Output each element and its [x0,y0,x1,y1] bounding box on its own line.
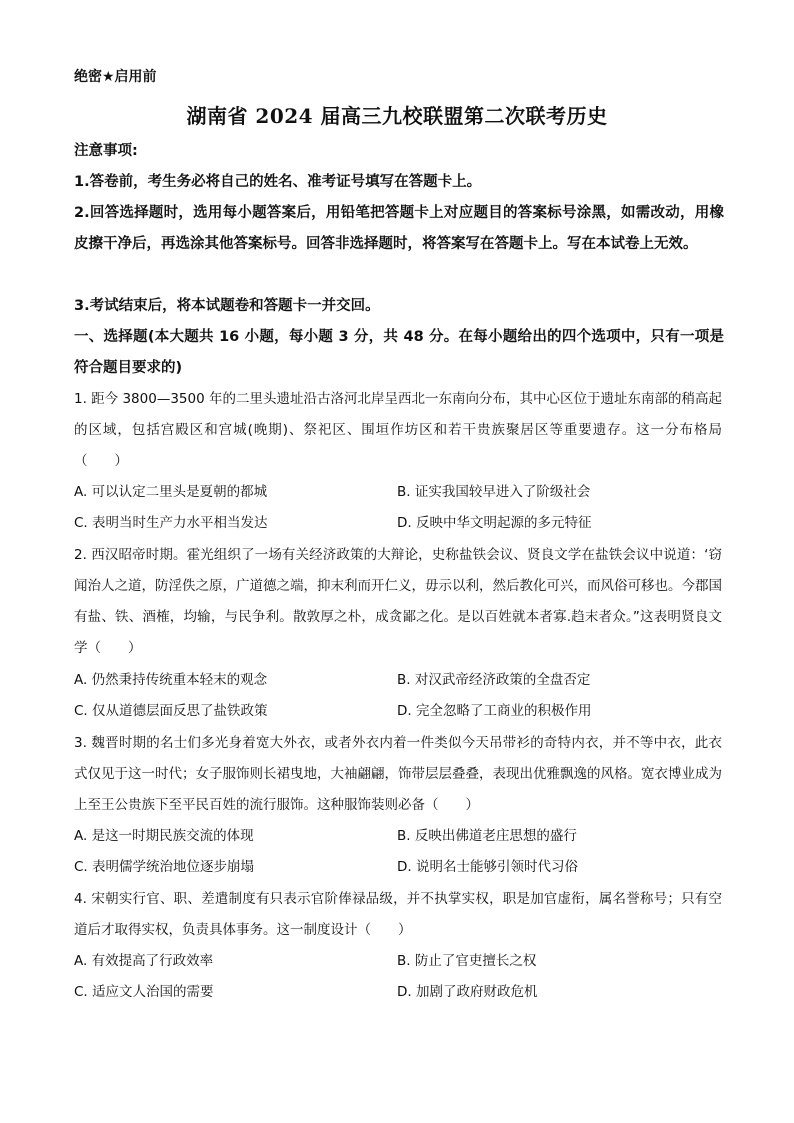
question-3-option-d: D. 说明名士能够引领时代习俗 [397,859,578,875]
question-2-option-c: C. 仅从道德层面反思了盐铁政策 [74,703,268,719]
question-1-option-d: D. 反映中华文明起源的多元特征 [397,515,592,531]
question-2-stem: 2. 西汉昭帝时期。霍光组织了一场有关经济政策的大辩论，史称盐铁会议、贤良文学在盐铁会议中说道：‘窃闻治人之道，防淫佚之原，广道德之端，抑末利而开仁义，毋示以利，然后教化可兴，而风俗可移也。今郡国有盐、铁、酒榷，均输，与民争利。散敦厚之朴，成贪鄙之化。是以百姓就本者寡.趋末者众。”这表明贤良文学（ ） [74,547,722,656]
question-1-option-c: C. 表明当时生产力水平相当发达 [74,515,268,531]
question-1-option-b: B. 证实我国较早进入了阶级社会 [397,484,591,500]
exam-title: 湖南省 2024 届高三九校联盟第二次联考历史 [186,104,608,128]
question-2-option-b: B. 对汉武帝经济政策的全盘否定 [397,672,591,688]
notice-item-3: 3.考试结束后，将本试题卷和答题卡一并交回。 [74,298,380,314]
question-3-option-b: B. 反映出佛道老庄思想的盛行 [397,828,577,844]
question-4-option-b: B. 防止了官吏擅长之权 [397,953,537,969]
notice-item-2: 2.回答选择题时，选用每小题答案后，用铅笔把答题卡上对应题目的答案标号涂黑，如需改动，用橡皮擦干净后，再选涂其他答案标号。回答非选择题时，将答案写在答题卡上。写在本试卷上无效。 [74,205,724,252]
confidential-mark: 绝密★启用前 [74,69,157,85]
question-4-option-d: D. 加剧了政府财政危机 [397,984,538,1000]
question-3-option-c: C. 表明儒学统治地位逐步崩塌 [74,859,255,875]
notice-item-1: 1.答卷前，考生务必将自己的姓名、准考证号填写在答题卡上。 [74,174,482,190]
question-3-option-a: A. 是这一时期民族交流的体现 [74,828,254,844]
section-heading: 一、选择题(本大题共 16 小题，每小题 3 分，共 48 分。在每小题给出的四个选项中，只有一项是符合题目要求的) [74,329,724,376]
notice-heading: 注意事项: [74,143,138,159]
question-3-stem: 3. 魏晋时期的名士们多光身着宽大外衣，或者外衣内着一件类似今天吊带衫的奇特内衣，并不等中衣，此衣式仅见于这一时代；女子服饰则长裙曳地，大袖翩翩，饰带层层叠叠，表现出优雅飘逸的风格。宽衣博业成为上至王公贵族下至平民百姓的流行服饰。这种服饰装则必备（ ） [74,735,722,813]
question-2-option-a: A. 仍然秉持传统重本轻末的观念 [74,672,268,688]
question-4-option-a: A. 有效提高了行政效率 [74,953,214,969]
question-1-stem: 1. 距今 3800—3500 年的二里头遗址沿古洛河北岸呈西北一东南向分布，其中心区位于遗址东南部的稍高起的区域，包括宫殿区和宫城(晚期)、祭祀区、围垣作坊区和若干贵族聚居区等重要遗存。这一分布格局（ ） [74,391,722,469]
question-1-option-a: A. 可以认定二里头是夏朝的都城 [74,484,268,500]
question-4-stem: 4. 宋朝实行官、职、差遣制度有只表示官阶俸禄品级，并不执掌实权，职是加官虚衔，属名誉称号；只有空道后才取得实权，负责具体事务。这一制度设计（ ） [74,891,722,938]
question-2-option-d: D. 完全忽略了工商业的积极作用 [397,703,592,719]
question-4-option-c: C. 适应文人治国的需要 [74,984,214,1000]
